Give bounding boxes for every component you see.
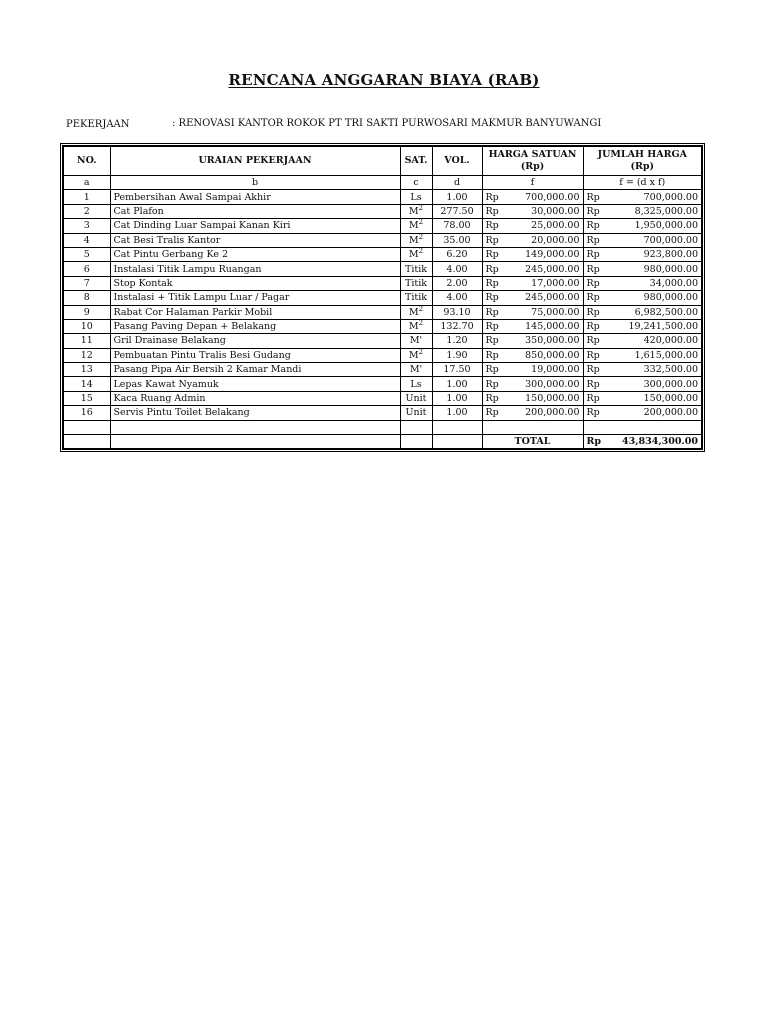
row-harga: 350,000.00 (506, 334, 583, 348)
row-jumlah-currency: Rp (583, 363, 608, 377)
table-row (63, 363, 702, 377)
row-uraian: Instalasi + Titik Lampu Luar / Pagar (110, 291, 400, 305)
letter-harga: f (482, 176, 583, 190)
row-vol: 17.50 (432, 363, 482, 377)
row-jumlah: 700,000.00 (608, 233, 702, 247)
row-sat: Titik (400, 276, 432, 290)
table-row (63, 204, 702, 218)
row-jumlah: 6,982,500.00 (608, 305, 702, 319)
row-sat: $M^2$ (400, 233, 432, 247)
row-harga-currency: Rp (482, 233, 506, 247)
row-harga: 30,000.00 (506, 204, 583, 218)
row-harga-currency: Rp (482, 247, 506, 261)
table-row (63, 319, 702, 333)
row-harga-currency: Rp (482, 291, 506, 305)
row-jumlah: 980,000.00 (608, 262, 702, 276)
row-jumlah-currency: Rp (583, 406, 608, 420)
pekerjaan-label: PEKERJAAN (66, 119, 130, 130)
table-row (63, 391, 702, 405)
row-jumlah-currency: Rp (583, 262, 608, 276)
row-sat: M' (400, 334, 432, 348)
total-value: 43,834,300.00 (608, 434, 702, 449)
row-sat: Ls (400, 377, 432, 391)
row-no: 10 (63, 319, 110, 333)
row-harga-currency: Rp (482, 391, 506, 405)
row-no: 8 (63, 291, 110, 305)
row-jumlah: 200,000.00 (608, 406, 702, 420)
row-uraian: Servis Pintu Toilet Belakang (110, 406, 400, 420)
row-vol: 1.00 (432, 406, 482, 420)
row-sat: $M^2$ (400, 319, 432, 333)
row-harga: 19,000.00 (506, 363, 583, 377)
row-vol: 4.00 (432, 291, 482, 305)
row-harga-currency: Rp (482, 276, 506, 290)
row-jumlah: 8,325,000.00 (608, 204, 702, 218)
row-vol: 6.20 (432, 247, 482, 261)
row-harga-currency: Rp (482, 377, 506, 391)
row-vol: 1.00 (432, 391, 482, 405)
row-uraian: Cat Dinding Luar Sampai Kanan Kiri (110, 219, 400, 233)
row-harga-currency: Rp (482, 204, 506, 218)
row-vol: 2.00 (432, 276, 482, 290)
row-sat: M' (400, 363, 432, 377)
row-jumlah-currency: Rp (583, 391, 608, 405)
row-jumlah: 1,950,000.00 (608, 219, 702, 233)
row-harga-currency: Rp (482, 406, 506, 420)
row-uraian: Cat Plafon (110, 204, 400, 218)
table-row (63, 190, 702, 204)
rab-table (62, 145, 703, 450)
row-harga-currency: Rp (482, 363, 506, 377)
row-vol: 1.20 (432, 334, 482, 348)
row-harga-currency: Rp (482, 348, 506, 362)
table-row (63, 276, 702, 290)
row-jumlah: 332,500.00 (608, 363, 702, 377)
row-uraian: Instalasi Titik Lampu Ruangan (110, 262, 400, 276)
row-sat: Titik (400, 291, 432, 305)
row-jumlah-currency: Rp (583, 377, 608, 391)
row-jumlah: 300,000.00 (608, 377, 702, 391)
row-sat: $M^2$ (400, 247, 432, 261)
row-jumlah-currency: Rp (583, 247, 608, 261)
row-harga-currency: Rp (482, 319, 506, 333)
row-jumlah-currency: Rp (583, 348, 608, 362)
row-vol: 78.00 (432, 219, 482, 233)
row-harga-currency: Rp (482, 262, 506, 276)
letters-row (63, 176, 702, 190)
document-title: RENCANA ANGGARAN BIAYA (RAB) (228, 71, 540, 89)
letter-jumlah: f = (d x f) (583, 176, 702, 190)
row-vol: 1.00 (432, 190, 482, 204)
row-sat: $M^2$ (400, 204, 432, 218)
row-jumlah: 150,000.00 (608, 391, 702, 405)
row-sat: Unit (400, 391, 432, 405)
row-jumlah: 19,241,500.00 (608, 319, 702, 333)
row-uraian: Rabat Cor Halaman Parkir Mobil (110, 305, 400, 319)
row-harga-currency: Rp (482, 334, 506, 348)
row-harga: 245,000.00 (506, 291, 583, 305)
row-harga: 300,000.00 (506, 377, 583, 391)
row-no: 3 (63, 219, 110, 233)
row-vol: 35.00 (432, 233, 482, 247)
row-jumlah: 1,615,000.00 (608, 348, 702, 362)
row-harga-currency: Rp (482, 219, 506, 233)
header-sat: SAT. (400, 146, 432, 176)
blank-row (63, 420, 702, 434)
row-vol: 1.00 (432, 377, 482, 391)
row-jumlah-currency: Rp (583, 276, 608, 290)
table-row (63, 262, 702, 276)
row-vol: 93.10 (432, 305, 482, 319)
row-sat: $M^2$ (400, 348, 432, 362)
header-harga: HARGA SATUAN (Rp) (482, 146, 583, 176)
row-jumlah-currency: Rp (583, 204, 608, 218)
row-no: 6 (63, 262, 110, 276)
total-currency: Rp (583, 434, 608, 449)
row-harga: 850,000.00 (506, 348, 583, 362)
row-no: 4 (63, 233, 110, 247)
row-jumlah: 700,000.00 (608, 190, 702, 204)
row-harga: 17,000.00 (506, 276, 583, 290)
letter-vol: d (432, 176, 482, 190)
row-harga-currency: Rp (482, 190, 506, 204)
row-jumlah-currency: Rp (583, 334, 608, 348)
row-no: 11 (63, 334, 110, 348)
row-vol: 277.50 (432, 204, 482, 218)
row-harga: 150,000.00 (506, 391, 583, 405)
letter-no: a (63, 176, 110, 190)
row-no: 7 (63, 276, 110, 290)
row-uraian: Pasang Paving Depan + Belakang (110, 319, 400, 333)
table-row (63, 377, 702, 391)
table-row (63, 247, 702, 261)
table-row (63, 233, 702, 247)
row-uraian: Lepas Kawat Nyamuk (110, 377, 400, 391)
row-no: 1 (63, 190, 110, 204)
row-uraian: Gril Drainase Belakang (110, 334, 400, 348)
row-sat: $M^2$ (400, 305, 432, 319)
row-jumlah-currency: Rp (583, 190, 608, 204)
row-jumlah-currency: Rp (583, 291, 608, 305)
pekerjaan-value: : RENOVASI KANTOR ROKOK PT TRI SAKTI PURWOSARI MAKMUR BANYUWANGI (172, 118, 602, 129)
table-row (63, 406, 702, 420)
row-no: 13 (63, 363, 110, 377)
row-harga: 149,000.00 (506, 247, 583, 261)
header-vol: VOL. (432, 146, 482, 176)
total-row (63, 434, 702, 449)
row-vol: 132.70 (432, 319, 482, 333)
row-no: 2 (63, 204, 110, 218)
row-uraian: Cat Besi Tralis Kantor (110, 233, 400, 247)
row-no: 5 (63, 247, 110, 261)
row-harga: 200,000.00 (506, 406, 583, 420)
table-row (63, 305, 702, 319)
header-jumlah: JUMLAH HARGA (Rp) (583, 146, 702, 176)
table-row (63, 291, 702, 305)
row-vol: 1.90 (432, 348, 482, 362)
table-row (63, 219, 702, 233)
row-jumlah: 923,800.00 (608, 247, 702, 261)
row-harga: 245,000.00 (506, 262, 583, 276)
header-no: NO. (63, 146, 110, 176)
row-jumlah-currency: Rp (583, 233, 608, 247)
row-uraian: Kaca Ruang Admin (110, 391, 400, 405)
row-no: 9 (63, 305, 110, 319)
row-uraian: Cat Pintu Gerbang Ke 2 (110, 247, 400, 261)
table-row (63, 348, 702, 362)
row-no: 14 (63, 377, 110, 391)
row-harga: 25,000.00 (506, 219, 583, 233)
row-uraian: Pasang Pipa Air Bersih 2 Kamar Mandi (110, 363, 400, 377)
row-jumlah: 420,000.00 (608, 334, 702, 348)
row-harga: 145,000.00 (506, 319, 583, 333)
letter-uraian: b (110, 176, 400, 190)
row-jumlah-currency: Rp (583, 219, 608, 233)
row-sat: Unit (400, 406, 432, 420)
row-harga: 75,000.00 (506, 305, 583, 319)
row-jumlah: 34,000.00 (608, 276, 702, 290)
total-label: TOTAL (482, 434, 583, 449)
header-uraian: URAIAN PEKERJAAN (110, 146, 400, 176)
row-uraian: Pembersihan Awal Sampai Akhir (110, 190, 400, 204)
header-row (63, 146, 702, 176)
row-jumlah-currency: Rp (583, 305, 608, 319)
row-sat: Ls (400, 190, 432, 204)
row-uraian: Stop Kontak (110, 276, 400, 290)
row-sat: $M^2$ (400, 219, 432, 233)
row-no: 12 (63, 348, 110, 362)
row-uraian: Pembuatan Pintu Tralis Besi Gudang (110, 348, 400, 362)
row-no: 16 (63, 406, 110, 420)
row-jumlah: 980,000.00 (608, 291, 702, 305)
table-row (63, 334, 702, 348)
row-harga: 700,000.00 (506, 190, 583, 204)
row-harga: 20,000.00 (506, 233, 583, 247)
row-no: 15 (63, 391, 110, 405)
row-harga-currency: Rp (482, 305, 506, 319)
letter-sat: c (400, 176, 432, 190)
row-sat: Titik (400, 262, 432, 276)
row-vol: 4.00 (432, 262, 482, 276)
row-jumlah-currency: Rp (583, 319, 608, 333)
